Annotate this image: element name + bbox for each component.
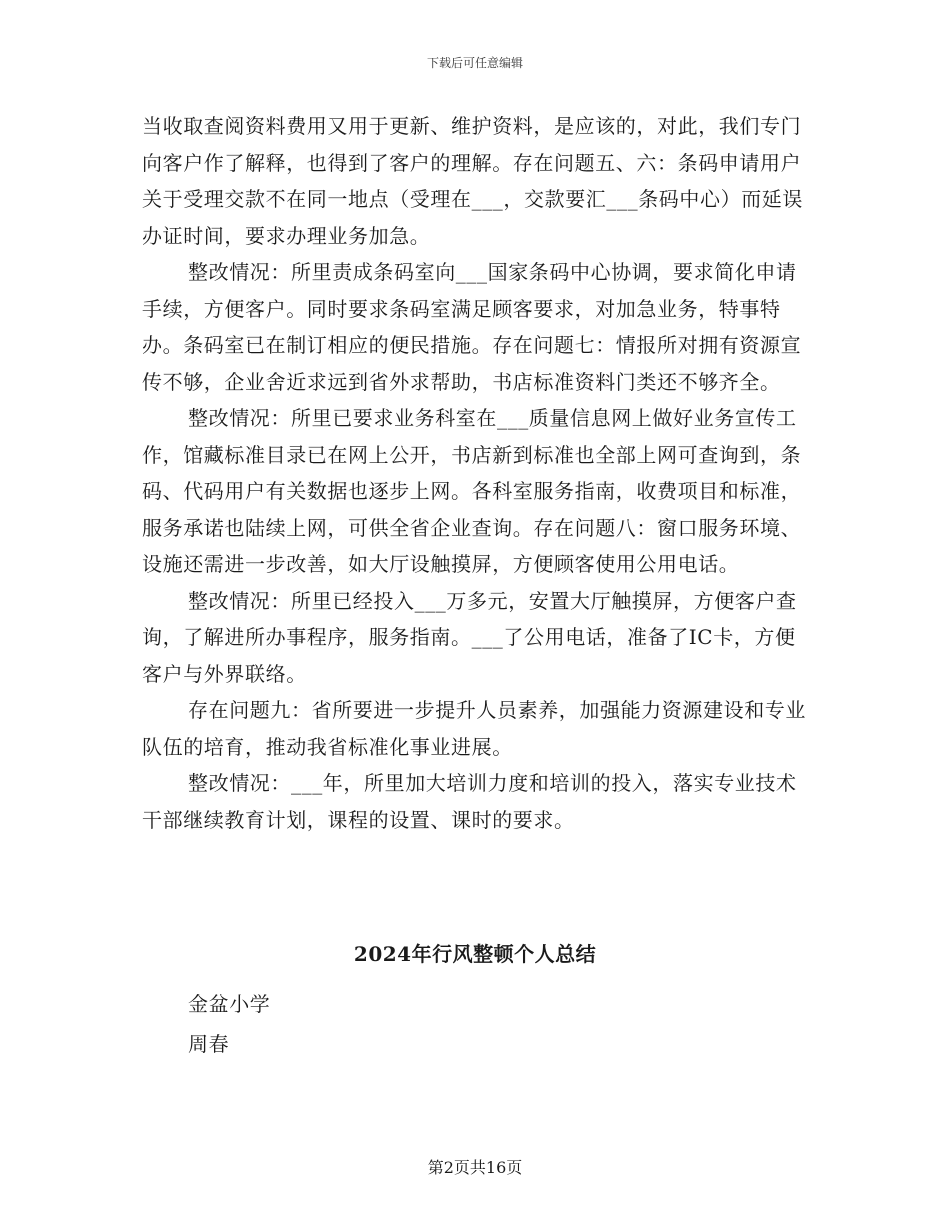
paragraph-2: 整改情况：所里责成条码室向___国家条码中心协调，要求简化申请手续，方便客户。同时要求条码室满足顾客要求，对加急业务，特事特办。条码室已在制订相应的便民措施。存在问题七：情报所对拥有资源宣传不够，企业舍近求远到省外求帮助，书店标准资料门类还不够齐全。 — [142, 260, 802, 394]
page-header-note: 下载后可任意编辑 — [426, 56, 523, 70]
author-name: 周春 — [188, 1032, 230, 1056]
paragraph-4: 整改情况：所里已经投入___万多元，安置大厅触摸屏，方便客户查询，了解进所办事程序，服务指南。___了公用电话，准备了IC卡，方便客户与外界联络。 — [142, 588, 797, 686]
paragraph-6: 整改情况：___年，所里加大培训力度和培训的投入，落实专业技术干部继续教育计划，课程的设置、课时的要求。 — [142, 771, 797, 832]
paragraph-5: 存在问题九：省所要进一步提升人员素养，加强能力资源建设和专业队伍的培育，推动我省标准化事业进展。 — [142, 698, 806, 759]
page-number-footer: 第2页共16页 — [427, 1158, 523, 1177]
document-body — [142, 108, 812, 838]
paragraph-1: 当收取查阅资料费用又用于更新、维护资料，是应该的，对此，我们专门向客户作了解释，也得到了客户的理解。存在问题五、六：条码申请用户关于受理交款不在同一地点（受理在___，交款要汇___条码中心）而延误办证时间，要求办理业务加急。 — [142, 114, 803, 248]
signoff-block — [188, 984, 270, 1064]
paragraph-3: 整改情况：所里已要求业务科室在___质量信息网上做好业务宣传工作，馆藏标准目录已在网上公开，书店新到标准也全部上网可查询到，条码、代码用户有关数据也逐步上网。各科室服务指南，收费项目和标准，服务承诺也陆续上网，可供全省企业查询。存在问题八：窗口服务环境、设施还需进一步改善，如大厅设触摸屏，方便顾客使用公用电话。 — [142, 406, 802, 576]
school-name: 金盆小学 — [188, 992, 271, 1016]
document-title: 2024年行风整顿个人总结 — [353, 942, 597, 966]
